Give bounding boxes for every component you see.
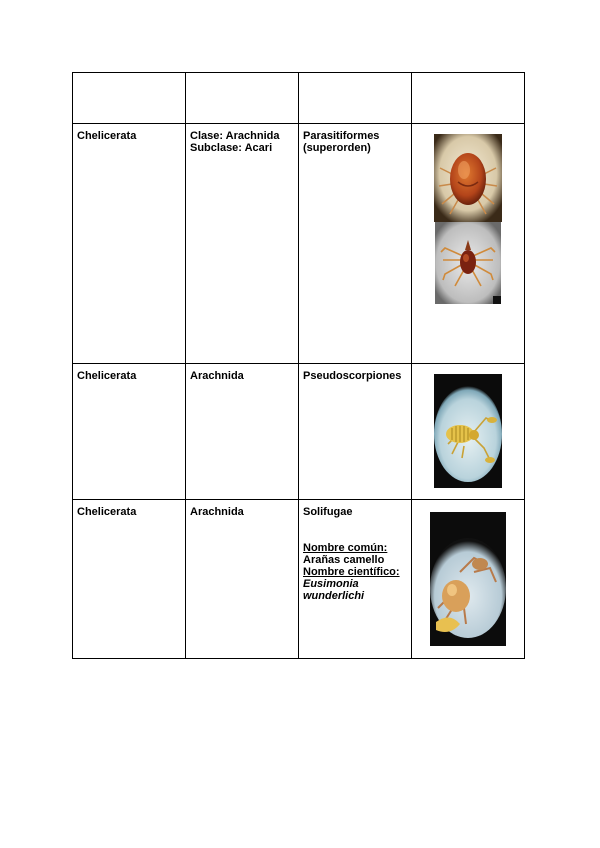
subphylum-cell: Chelicerata xyxy=(73,364,186,500)
order-cell xyxy=(299,500,412,659)
header-cell xyxy=(412,73,525,124)
order-cell xyxy=(299,124,412,364)
table-row xyxy=(73,500,525,659)
mite-photo xyxy=(434,134,502,222)
header-row xyxy=(73,73,525,124)
solifugae-photo xyxy=(430,512,506,646)
pseudoscorpion-photo xyxy=(434,374,502,488)
subphylum-cell: Chelicerata xyxy=(73,500,186,659)
class-label: Clase: Arachnida xyxy=(190,130,280,142)
class-cell: Arachnida xyxy=(186,500,299,659)
header-cell xyxy=(299,73,412,124)
scientific-name-genus: Eusimonia xyxy=(303,578,359,590)
common-name: Arañas camello xyxy=(303,554,385,566)
subphylum-cell: Chelicerata xyxy=(73,124,186,364)
order-cell: Pseudoscorpiones xyxy=(299,364,412,500)
order-rank-label: (superorden) xyxy=(303,142,371,154)
photo-cell xyxy=(412,364,525,500)
common-name-label: Nombre común: xyxy=(303,542,388,554)
photo-cell xyxy=(412,124,525,364)
table-row xyxy=(73,364,525,500)
photo-cell xyxy=(412,500,525,659)
order-label: Solifugae xyxy=(303,506,353,518)
header-cell xyxy=(73,73,186,124)
class-cell xyxy=(186,124,299,364)
class-cell: Arachnida xyxy=(186,364,299,500)
scientific-name-species: wunderlichi xyxy=(303,590,365,602)
taxonomy-table xyxy=(72,72,525,659)
scientific-name-label: Nombre científico: xyxy=(303,566,400,578)
table-row xyxy=(73,124,525,364)
subclass-label: Subclase: Acari xyxy=(190,142,273,154)
header-cell xyxy=(186,73,299,124)
order-label: Parasitiformes xyxy=(303,130,380,142)
tick-photo xyxy=(435,222,501,304)
